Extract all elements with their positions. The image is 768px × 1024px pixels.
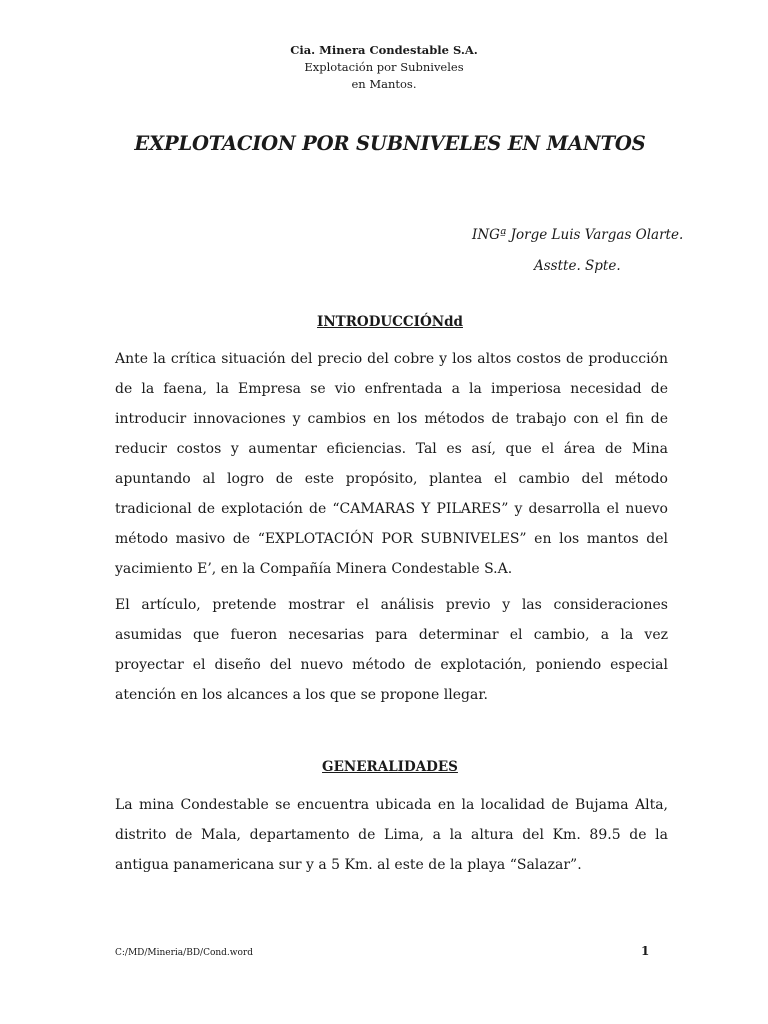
paragraph-intro-2: El artículo, pretende mostrar el análisis previo y las consideraciones asumidas que fueron necesarias para determinar el cambio, a la vez proyectar el diseño del nuevo método de explotación, poniendo especial atención en los alcances a los que se propone llegar. [115, 597, 668, 703]
section-heading-introduccion: INTRODUCCIÓNdd [317, 314, 463, 330]
author-role: Asstte. Spte. [534, 258, 621, 274]
document-title: EXPLOTACION POR SUBNIVELES EN MANTOS [134, 132, 646, 155]
footer-file-path: C:/MD/Mineria/BD/Cond.word [115, 948, 253, 958]
header-subtitle-line-2: en Mantos. [351, 77, 417, 91]
paragraph-generalidades-1: La mina Condestable se encuentra ubicada en la localidad de Bujama Alta, distrito de Mala, departamento de Lima, a la altura del Km. 89.5 de la antigua panamericana sur y a 5 Km. al este de la playa “Salazar”. [115, 797, 668, 873]
header-company: Cia. Minera Condestable S.A. [290, 43, 478, 57]
header-subtitle-line-1: Explotación por Subniveles [304, 60, 464, 74]
paragraph-intro-1: Ante la crítica situación del precio del cobre y los altos costos de producción de la faena, la Empresa se vio enfrentada a la imperiosa necesidad de introducir innovaciones y cambios en los métodos de trabajo con el fin de reducir costos y aumentar eficiencias. Tal es así, que el área de Mina apuntando al logro de este propósito, plantea el cambio del método tradicional de explotación de “CAMARAS Y PILARES” y desarrolla el nuevo método masivo de “EXPLOTACIÓN POR SUBNIVELES” en los mantos del yacimiento E’, en la Compañía Minera Condestable S.A. [115, 351, 668, 577]
author-block [472, 220, 683, 282]
footer-page-number: 1 [641, 944, 650, 958]
author-name: INGª Jorge Luis Vargas Olarte. [472, 227, 684, 243]
running-header [0, 42, 768, 93]
section-heading-generalidades: GENERALIDADES [322, 759, 458, 775]
